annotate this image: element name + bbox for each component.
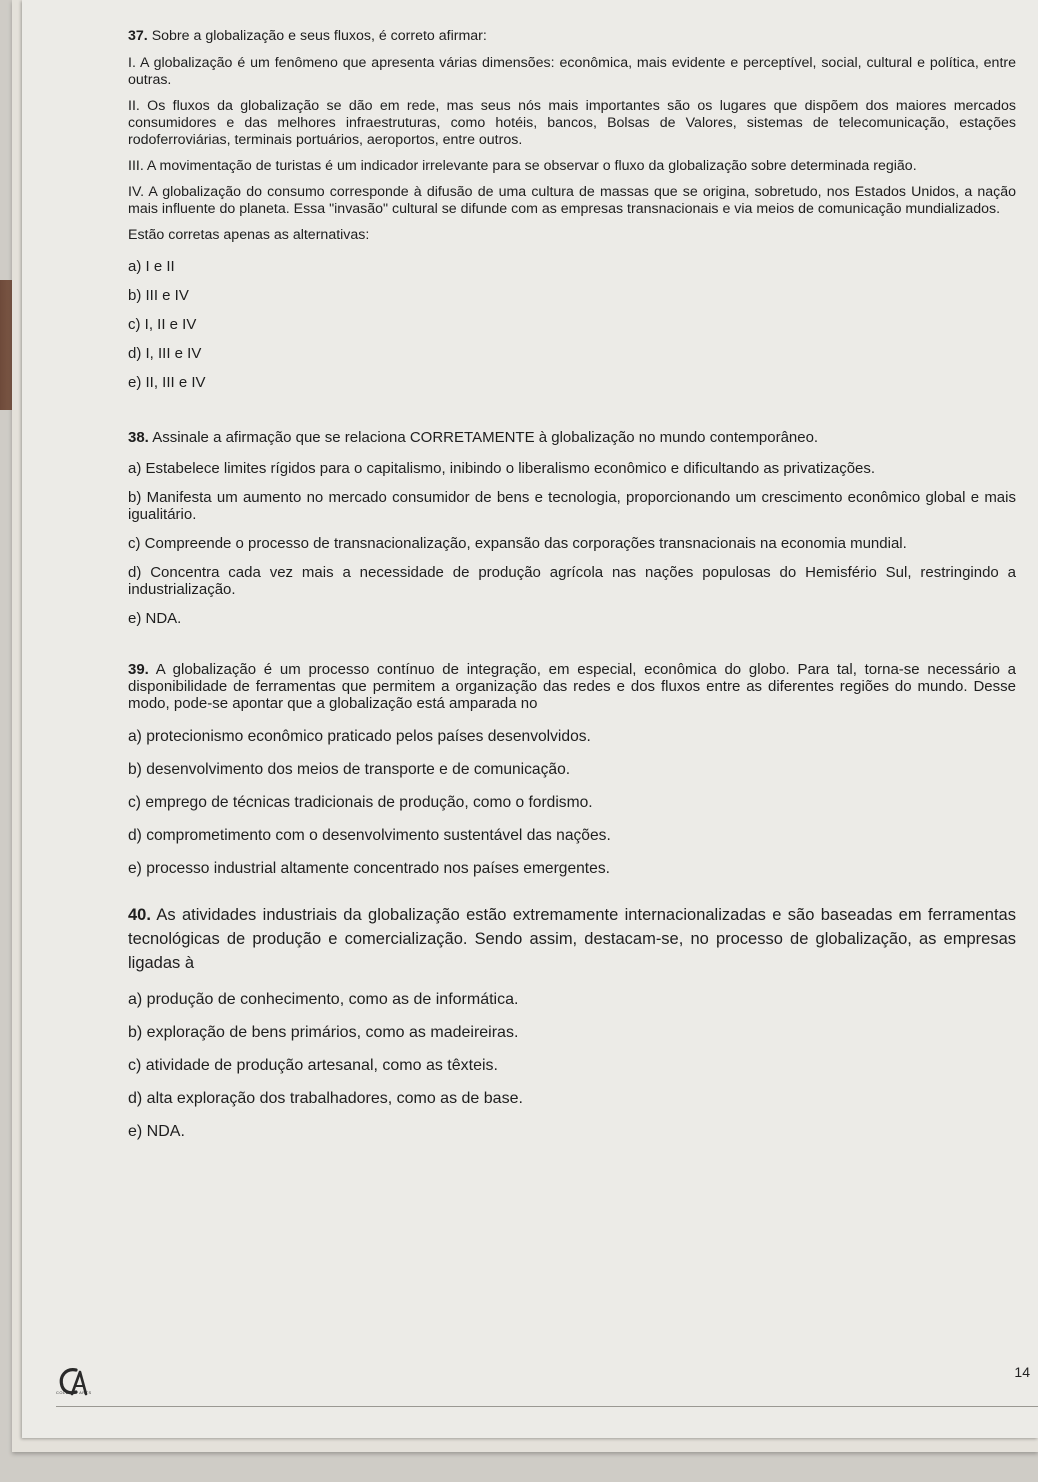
- question-37-option-c: c) I, II e IV: [128, 316, 197, 333]
- question-38-number: 38.: [128, 429, 149, 446]
- worksheet-page: [22, 0, 1038, 1438]
- question-40-option-a: a) produção de conhecimento, como as de informática.: [128, 991, 519, 1008]
- question-40-number: 40.: [128, 906, 151, 924]
- logo-text: COLÉGIO ARTS: [56, 1390, 92, 1395]
- statement-ii: II. Os fluxos da globalização se dão em rede, mas seus nós mais importantes são os lugares que dispõem dos maiores mercados consumidores e das melhores infraestruturas, como hotéis, bancos, Bolsas de Valores, sistemas de telecomunicação, estações rodoferroviárias, terminais portuários, aeroportos, entre outros.: [128, 98, 1016, 148]
- question-37-number: 37.: [128, 28, 148, 44]
- question-40-stem: [128, 903, 1016, 975]
- question-37-option-e: e) II, III e IV: [128, 374, 206, 391]
- question-38-text: Assinale a afirmação que se relaciona CORRETAMENTE à globalização no mundo contemporâneo.: [152, 429, 819, 446]
- footer-divider: [56, 1406, 1038, 1407]
- statement-i: I. A globalização é um fenômeno que apresenta várias dimensões: econômica, mais evidente e perceptível, social, cultural e política, entre outras.: [128, 55, 1016, 88]
- question-40-option-b: b) exploração de bens primários, como as madeireiras.: [128, 1024, 519, 1041]
- question-38-option-e: e) NDA.: [128, 610, 182, 627]
- question-37: [128, 28, 1016, 391]
- question-37-option-b: b) III e IV: [128, 287, 189, 304]
- page-number: 14: [1014, 1364, 1030, 1380]
- question-37-text: Sobre a globalização e seus fluxos, é correto afirmar:: [151, 28, 487, 44]
- question-39-option-e: e) processo industrial altamente concentrado nos países emergentes.: [128, 860, 610, 877]
- question-38-stem: [128, 429, 1016, 446]
- question-39: [128, 661, 1016, 877]
- page-footer: [56, 1350, 1038, 1410]
- statement-iv: IV. A globalização do consumo corresponde à difusão de uma cultura de massas que se origina, sobretudo, nos Estados Unidos, a nação mais influente do planeta. Essa "invasão" cultural se difunde com as empresas transnacionais e via meios de comunicação mundializados.: [128, 184, 1016, 217]
- question-38-option-a: a) Estabelece limites rígidos para o capitalismo, inibindo o liberalismo econômico e dificultando as privatizações.: [128, 460, 876, 477]
- question-37-option-a: a) I e II: [128, 258, 175, 275]
- question-40-option-d: d) alta exploração dos trabalhadores, como as de base.: [128, 1090, 523, 1107]
- question-37-prompt: Estão corretas apenas as alternativas:: [128, 227, 370, 243]
- question-38-option-c: c) Compreende o processo de transnacionalização, expansão das corporações transnacionais na economia mundial.: [128, 535, 907, 552]
- question-38: [128, 429, 1016, 627]
- question-40: [128, 903, 1016, 1140]
- statement-iii: III. A movimentação de turistas é um indicador irrelevante para se observar o fluxo da globalização sobre determinada região.: [128, 158, 917, 174]
- question-39-option-a: a) protecionismo econômico praticado pelos países desenvolvidos.: [128, 728, 591, 745]
- question-40-option-e: e) NDA.: [128, 1123, 185, 1140]
- question-39-number: 39.: [128, 661, 149, 678]
- question-38-option-d: d) Concentra cada vez mais a necessidade de produção agrícola nas nações populosas do Hemisfério Sul, restringindo a industrialização.: [128, 564, 1016, 598]
- question-39-option-b: b) desenvolvimento dos meios de transporte e de comunicação.: [128, 761, 571, 778]
- question-39-text: A globalização é um processo contínuo de integração, em especial, econômica do globo. Para tal, torna-se necessário a disponibilidade de ferramentas que permitem a organização das redes e dos fluxos entre as diferentes regiões do mundo. Desse modo, pode-se apontar que a globalização está amparada no: [128, 661, 1016, 712]
- questions-content: [128, 28, 1016, 1156]
- question-37-option-d: d) I, III e IV: [128, 345, 202, 362]
- question-37-stem: [128, 28, 1016, 45]
- question-38-option-b: b) Manifesta um aumento no mercado consumidor de bens e tecnologia, proporcionando um crescimento econômico global e mais igualitário.: [128, 489, 1016, 523]
- question-39-option-d: d) comprometimento com o desenvolvimento sustentável das nações.: [128, 827, 611, 844]
- question-39-stem: [128, 661, 1016, 712]
- question-40-text: As atividades industriais da globalização estão extremamente internacionalizadas e são baseadas em ferramentas tecnológicas de produção e comercialização. Sendo assim, destacam-se, no processo de globalização, as empresas ligadas à: [128, 906, 1016, 972]
- question-39-option-c: c) emprego de técnicas tradicionais de produção, como o fordismo.: [128, 794, 593, 811]
- question-40-option-c: c) atividade de produção artesanal, como as têxteis.: [128, 1057, 498, 1074]
